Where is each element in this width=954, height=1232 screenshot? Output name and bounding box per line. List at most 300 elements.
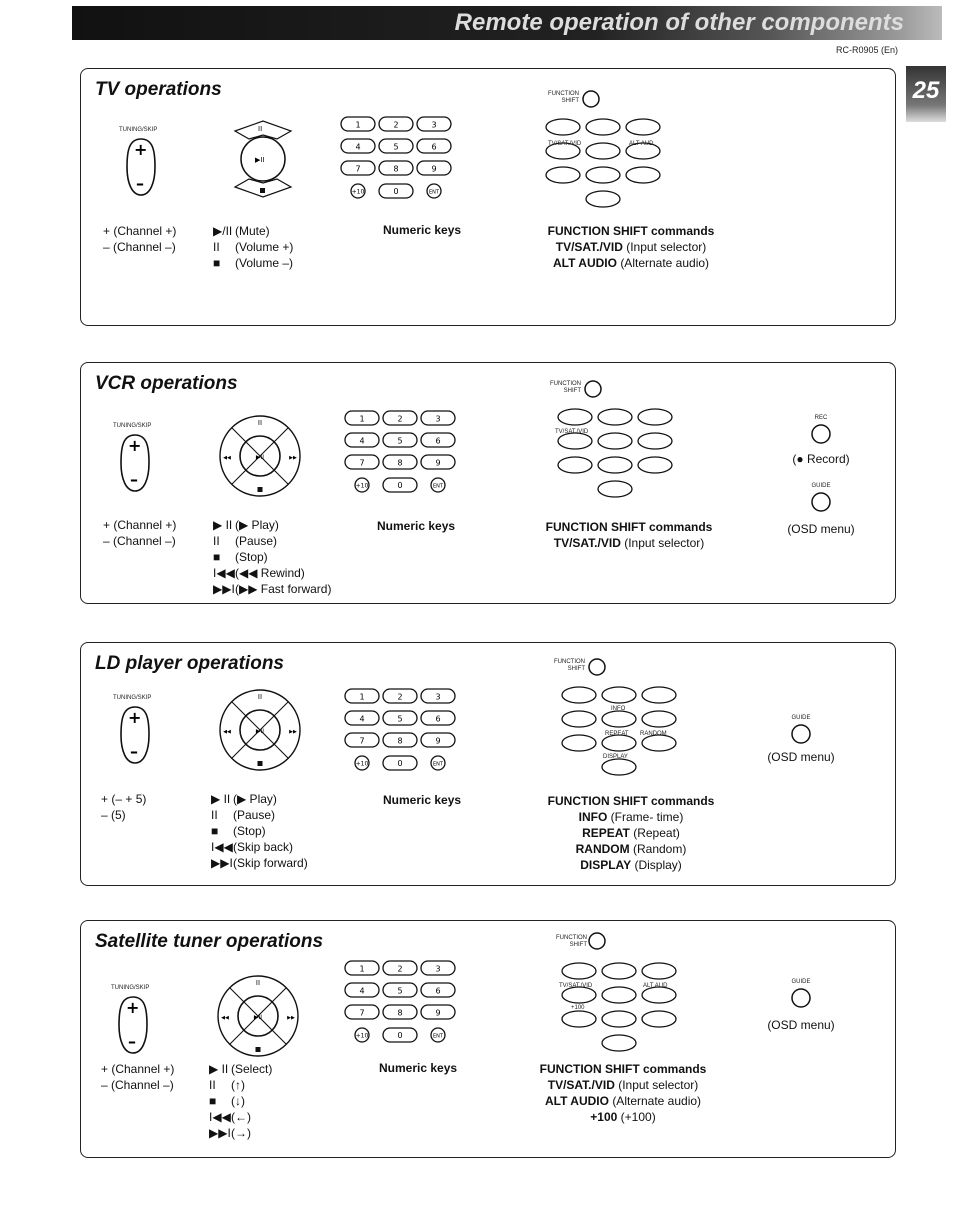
svg-text:6: 6 <box>435 986 441 996</box>
num-key-2[interactable] <box>383 411 417 425</box>
dpad-control[interactable] <box>215 973 301 1059</box>
num-key-5[interactable] <box>383 983 417 997</box>
fs-key: RANDOM <box>575 842 630 856</box>
fs-desc: (+100) <box>620 1110 656 1124</box>
svg-text:+: + <box>134 140 148 159</box>
fs-key: TV/SAT./VID <box>547 1078 615 1092</box>
tuning-minus-desc: – (Channel –) <box>103 240 176 254</box>
num-key-0[interactable] <box>383 1028 417 1042</box>
section-title: TV operations <box>95 79 222 100</box>
fs-key[interactable] <box>602 759 636 775</box>
dpad-symbol: II <box>213 534 220 548</box>
tuning-plus-desc: + (Channel +) <box>101 1062 175 1076</box>
display-key-label: DISPLAY <box>603 754 628 760</box>
num-key-6[interactable] <box>421 433 455 447</box>
svg-text:II: II <box>258 125 263 133</box>
fs-desc: (Random) <box>632 842 687 856</box>
num-key-plus10[interactable] <box>355 756 369 770</box>
num-key-2[interactable] <box>383 961 417 975</box>
svg-text:+: + <box>128 708 142 727</box>
guide-button[interactable] <box>811 491 831 513</box>
fs-key[interactable] <box>546 167 580 183</box>
fs-key[interactable] <box>642 987 676 1003</box>
dpad-center-glyph: ▶II <box>255 728 265 735</box>
section-title: VCR operations <box>95 373 238 394</box>
num-key-4[interactable] <box>341 139 375 153</box>
fs-key[interactable] <box>598 433 632 449</box>
num-key-plus10[interactable] <box>351 184 365 198</box>
num-key-ent[interactable] <box>427 184 441 198</box>
fs-key[interactable] <box>586 191 620 207</box>
dpad-desc-text: (Volume +) <box>235 240 294 254</box>
fs-key: TV/SAT./VID <box>553 536 621 550</box>
dpad-down-glyph <box>256 1047 261 1052</box>
function-shift-button[interactable] <box>587 931 607 951</box>
svg-text:0: 0 <box>397 481 403 490</box>
page-title: Remote operation of other components <box>454 9 904 36</box>
rec-desc: (● Record) <box>792 452 850 466</box>
tuning-skip-label: TUNING/SKIP <box>111 985 150 991</box>
numeric-keypad[interactable] <box>343 409 463 509</box>
num-key-3[interactable] <box>421 411 455 425</box>
tuning-desc <box>101 791 146 823</box>
fs-key[interactable] <box>602 687 636 703</box>
ld-section <box>80 642 896 886</box>
svg-text:5: 5 <box>397 714 403 724</box>
tuning-plus-desc: + (Channel +) <box>103 518 177 532</box>
rec-label: REC <box>814 415 828 421</box>
svg-text:7: 7 <box>359 458 365 468</box>
dpad-down-glyph <box>258 487 263 492</box>
svg-text:4: 4 <box>355 142 361 152</box>
svg-text:6: 6 <box>431 142 437 152</box>
num-key-9[interactable] <box>421 1005 455 1019</box>
guide-desc: (OSD menu) <box>767 1018 835 1032</box>
fs-desc: (Input selector) <box>626 240 707 254</box>
svg-text:1: 1 <box>359 964 365 974</box>
tuning-minus-desc: – (Channel –) <box>101 1078 174 1092</box>
dpad-symbol: I◀◀ <box>213 566 235 580</box>
tvsatvid-key-label: TV/SAT./VID <box>548 141 582 147</box>
svg-text:6: 6 <box>435 714 441 724</box>
svg-text:9: 9 <box>435 1008 441 1018</box>
svg-text:9: 9 <box>431 164 437 174</box>
num-key-ent[interactable] <box>431 478 445 492</box>
svg-text:+: + <box>126 998 140 1017</box>
tuning-minus-desc: – (Channel –) <box>103 534 176 548</box>
fs-key: +100 <box>590 1110 618 1124</box>
svg-text:+10: +10 <box>355 1032 369 1040</box>
svg-text:8: 8 <box>397 1008 403 1018</box>
numeric-keypad[interactable] <box>343 959 463 1059</box>
dpad-up-glyph: II <box>255 979 261 987</box>
dpad-desc-text: (Volume –) <box>235 256 294 270</box>
num-key-5[interactable] <box>383 711 417 725</box>
dpad-symbol: ▶ II <box>209 1062 229 1076</box>
fs-desc: (Display) <box>634 858 682 872</box>
num-key-3[interactable] <box>417 117 451 131</box>
svg-text:0: 0 <box>397 1031 403 1040</box>
num-key-plus10[interactable] <box>355 478 369 492</box>
numeric-keypad[interactable] <box>339 115 459 215</box>
dpad-desc-text: (Pause) <box>235 534 278 548</box>
num-key-7[interactable] <box>345 455 379 469</box>
fs-key[interactable] <box>626 167 660 183</box>
guide-label: GUIDE <box>791 979 811 985</box>
svg-text:ENT: ENT <box>433 483 443 490</box>
guide-label: GUIDE <box>791 715 811 721</box>
dpad-symbol: II <box>213 240 220 254</box>
num-key-4[interactable] <box>345 711 379 725</box>
fs-key[interactable] <box>602 987 636 1003</box>
dpad-center-glyph: ▶II <box>253 1014 263 1021</box>
tuning-desc <box>103 223 176 255</box>
numeric-keys-label: Numeric keys <box>383 223 462 237</box>
dpad-desc-text: (▶ Play) <box>235 518 279 532</box>
fs-key[interactable] <box>638 409 672 425</box>
num-key-7[interactable] <box>341 161 375 175</box>
function-shift-button[interactable] <box>581 89 601 109</box>
num-key-8[interactable] <box>383 1005 417 1019</box>
svg-text:9: 9 <box>435 458 441 468</box>
section-title: Satellite tuner operations <box>95 931 324 952</box>
page-number: 25 <box>906 66 946 122</box>
svg-text:1: 1 <box>359 692 365 702</box>
model-number: RC-R0905 (En) <box>835 45 898 55</box>
svg-text:6: 6 <box>435 436 441 446</box>
svg-text:7: 7 <box>359 736 365 746</box>
dpad-desc <box>209 1061 272 1141</box>
fs-desc: (Repeat) <box>633 826 680 840</box>
num-key-8[interactable] <box>379 161 413 175</box>
dpad-control[interactable] <box>217 413 303 499</box>
num-key-2[interactable] <box>379 117 413 131</box>
vcr-section <box>80 362 896 604</box>
function-shift-label: FUNCTION SHIFT <box>554 659 585 672</box>
fs-desc: (Input selector) <box>624 536 705 550</box>
fs-desc: (Alternate audio) <box>620 256 710 270</box>
fs-key[interactable] <box>638 457 672 473</box>
svg-text:8: 8 <box>397 736 403 746</box>
tuning-skip-button[interactable] <box>119 705 151 767</box>
altaud-key-label: ALT AUD <box>629 141 654 147</box>
tvsatvid-key-label: TV/SAT./VID <box>559 983 593 989</box>
svg-text:0: 0 <box>397 759 403 768</box>
dpad-desc-text: (Stop) <box>233 824 266 838</box>
fs-desc: (Input selector) <box>618 1078 699 1092</box>
svg-text:▶II: ▶II <box>255 156 265 164</box>
dpad-desc-text: (Skip back) <box>233 840 294 854</box>
function-shift-keypad[interactable] <box>555 407 685 503</box>
fs-key[interactable] <box>598 457 632 473</box>
dpad-desc <box>213 223 293 271</box>
header-bar <box>72 6 942 40</box>
num-key-2[interactable] <box>383 689 417 703</box>
fs-key[interactable] <box>602 1011 636 1027</box>
dpad-left-glyph: ◀◀ <box>223 729 231 735</box>
svg-text:3: 3 <box>435 414 441 424</box>
dpad-right-glyph: ▶▶ <box>289 729 297 735</box>
dpad-left-glyph: ◀◀ <box>223 455 231 461</box>
plus100-key-label: +100 <box>571 1005 585 1011</box>
altaud-key-label: ALT AUD <box>643 983 668 989</box>
fs-key[interactable] <box>642 963 676 979</box>
dpad-symbol: ▶ II <box>211 792 231 806</box>
function-shift-keypad[interactable] <box>543 117 673 213</box>
fs-key[interactable] <box>562 987 596 1003</box>
fs-key[interactable] <box>562 711 596 727</box>
tuning-skip-label: TUNING/SKIP <box>113 695 152 701</box>
fs-key[interactable] <box>562 687 596 703</box>
svg-text:1: 1 <box>355 120 361 130</box>
info-key-label: INFO <box>611 706 626 712</box>
svg-text:3: 3 <box>435 692 441 702</box>
tvsatvid-key-label: TV/SAT./VID <box>555 429 589 435</box>
dpad-symbol: ■ <box>213 550 221 564</box>
fs-key[interactable] <box>562 963 596 979</box>
dpad-symbol: ▶▶I <box>211 856 233 870</box>
tuning-minus-desc: – (5) <box>101 808 126 822</box>
dpad-desc-text: (◀◀ Rewind) <box>235 566 305 580</box>
fs-commands-title: FUNCTION SHIFT commands <box>545 520 713 534</box>
svg-text:2: 2 <box>397 414 403 424</box>
dpad-desc-text: (Mute) <box>235 224 270 238</box>
svg-text:4: 4 <box>359 714 365 724</box>
svg-text:–: – <box>130 470 138 489</box>
svg-text:5: 5 <box>393 142 399 152</box>
num-key-1[interactable] <box>345 411 379 425</box>
num-key-6[interactable] <box>421 711 455 725</box>
fs-commands-title: FUNCTION SHIFT commands <box>547 794 715 808</box>
fs-commands-title: FUNCTION SHIFT commands <box>539 1062 707 1076</box>
dpad-symbol: ▶▶I <box>209 1126 231 1140</box>
dpad-symbol: I◀◀ <box>211 840 233 854</box>
dpad-desc-text: (↑) <box>231 1078 245 1092</box>
tuning-plus-desc: + (– + 5) <box>101 792 147 806</box>
function-shift-desc <box>493 1061 753 1125</box>
svg-text:3: 3 <box>431 120 437 130</box>
svg-text:2: 2 <box>397 692 403 702</box>
tuning-skip-label: TUNING/SKIP <box>113 423 152 429</box>
fs-key: TV/SAT./VID <box>555 240 623 254</box>
section-title: LD player operations <box>95 653 284 674</box>
dpad-desc-text: (→) <box>231 1126 251 1140</box>
num-key-0[interactable] <box>383 478 417 492</box>
dpad-control[interactable] <box>217 687 303 773</box>
num-key-plus10[interactable] <box>355 1028 369 1042</box>
svg-text:4: 4 <box>359 986 365 996</box>
dpad-desc-text: (Select) <box>231 1062 273 1076</box>
num-key-9[interactable] <box>421 455 455 469</box>
svg-text:–: – <box>128 1032 136 1051</box>
fs-key[interactable] <box>586 119 620 135</box>
num-key-5[interactable] <box>379 139 413 153</box>
fs-key[interactable] <box>602 963 636 979</box>
fs-key[interactable] <box>558 457 592 473</box>
num-key-4[interactable] <box>345 433 379 447</box>
tuning-skip-button[interactable] <box>125 137 157 199</box>
svg-text:8: 8 <box>397 458 403 468</box>
num-key-1[interactable] <box>345 961 379 975</box>
fs-key[interactable] <box>642 1011 676 1027</box>
guide-button[interactable] <box>791 723 811 745</box>
fs-key: ALT AUDIO <box>552 256 617 270</box>
svg-text:–: – <box>130 742 138 761</box>
svg-text:+10: +10 <box>355 482 369 490</box>
svg-text:ENT: ENT <box>433 761 443 768</box>
dpad-symbol: II <box>211 808 218 822</box>
dpad-right-glyph: ▶▶ <box>287 1015 295 1021</box>
fs-key[interactable] <box>558 433 592 449</box>
dpad-symbol: ■ <box>211 824 219 838</box>
dpad-control[interactable] <box>221 117 305 201</box>
dpad-center-glyph: ▶II <box>255 454 265 461</box>
dpad-up-glyph: II <box>257 693 263 701</box>
num-key-6[interactable] <box>417 139 451 153</box>
guide-desc: (OSD menu) <box>787 522 855 536</box>
num-key-8[interactable] <box>383 733 417 747</box>
svg-text:ENT: ENT <box>433 1033 443 1040</box>
tuning-desc <box>101 1061 174 1093</box>
rec-button[interactable] <box>811 423 831 445</box>
numeric-keys-label: Numeric keys <box>379 1061 458 1075</box>
function-shift-label: FUNCTION SHIFT <box>550 381 581 394</box>
dpad-desc-text: (Skip forward) <box>233 856 308 870</box>
dpad-symbol: ■ <box>209 1094 217 1108</box>
random-key-label: RANDOM <box>640 731 667 737</box>
fs-key: ALT AUDIO <box>544 1094 609 1108</box>
satellite-section <box>80 920 896 1158</box>
fs-key[interactable] <box>598 481 632 497</box>
fs-key: REPEAT <box>582 826 630 840</box>
function-shift-label: FUNCTION SHIFT <box>556 935 587 948</box>
svg-text:0: 0 <box>393 187 399 196</box>
svg-text:2: 2 <box>397 964 403 974</box>
svg-text:2: 2 <box>393 120 399 130</box>
dpad-up-glyph: II <box>257 419 263 427</box>
num-key-1[interactable] <box>345 689 379 703</box>
function-shift-desc <box>499 519 759 551</box>
tuning-skip-label: TUNING/SKIP <box>119 127 158 133</box>
fs-commands-title: FUNCTION SHIFT commands <box>547 224 715 238</box>
svg-text:1: 1 <box>359 414 365 424</box>
dpad-symbol: ▶ II <box>213 518 233 532</box>
dpad-left-glyph: ◀◀ <box>221 1015 229 1021</box>
svg-text:+: + <box>128 436 142 455</box>
fs-key: DISPLAY <box>580 858 632 872</box>
dpad-desc-text: (Stop) <box>235 550 268 564</box>
num-key-4[interactable] <box>345 983 379 997</box>
num-key-9[interactable] <box>417 161 451 175</box>
fs-key[interactable] <box>642 687 676 703</box>
svg-text:4: 4 <box>359 436 365 446</box>
svg-text:8: 8 <box>393 164 399 174</box>
svg-text:+10: +10 <box>351 188 365 196</box>
guide-button[interactable] <box>791 987 811 1009</box>
num-key-6[interactable] <box>421 983 455 997</box>
dpad-symbol: ▶▶I <box>213 582 235 596</box>
dpad-desc <box>211 791 308 871</box>
function-shift-button[interactable] <box>587 657 607 677</box>
repeat-key-label: REPEAT <box>605 731 629 737</box>
fs-key[interactable] <box>586 143 620 159</box>
svg-text:ENT: ENT <box>429 189 439 196</box>
dpad-symbol: ■ <box>213 256 221 270</box>
num-key-7[interactable] <box>345 733 379 747</box>
tuning-plus-desc: + (Channel +) <box>103 224 177 238</box>
num-key-7[interactable] <box>345 1005 379 1019</box>
function-shift-desc <box>501 223 761 271</box>
dpad-down-glyph <box>258 761 263 766</box>
tuning-desc <box>103 517 176 549</box>
num-key-3[interactable] <box>421 689 455 703</box>
svg-text:9: 9 <box>435 736 441 746</box>
num-key-0[interactable] <box>383 756 417 770</box>
num-key-ent[interactable] <box>431 756 445 770</box>
num-key-8[interactable] <box>383 455 417 469</box>
num-key-5[interactable] <box>383 433 417 447</box>
num-key-0[interactable] <box>379 184 413 198</box>
fs-key: INFO <box>578 810 608 824</box>
dpad-desc-text: (▶▶ Fast forward) <box>235 582 332 596</box>
fs-key[interactable] <box>598 409 632 425</box>
num-key-9[interactable] <box>421 733 455 747</box>
guide-desc: (OSD menu) <box>767 750 835 764</box>
fs-key[interactable] <box>546 119 580 135</box>
dpad-desc-text: (↓) <box>231 1094 245 1108</box>
dpad-right-glyph: ▶▶ <box>289 455 297 461</box>
fs-key[interactable] <box>642 711 676 727</box>
dpad-desc-text: (←) <box>231 1110 251 1124</box>
fs-key[interactable] <box>626 119 660 135</box>
function-shift-desc <box>501 793 761 873</box>
tv-section <box>80 68 896 326</box>
fs-key[interactable] <box>602 1035 636 1051</box>
fs-key[interactable] <box>562 1011 596 1027</box>
fs-key[interactable] <box>586 167 620 183</box>
svg-text:5: 5 <box>397 436 403 446</box>
tuning-skip-button[interactable] <box>117 995 149 1057</box>
numeric-keys-label: Numeric keys <box>383 793 462 807</box>
svg-text:7: 7 <box>359 1008 365 1018</box>
svg-text:3: 3 <box>435 964 441 974</box>
function-shift-label: FUNCTION SHIFT <box>548 91 579 104</box>
dpad-desc-text: (Pause) <box>233 808 276 822</box>
dpad-symbol: II <box>209 1078 216 1092</box>
dpad-desc-text: (▶ Play) <box>233 792 277 806</box>
dpad-symbol: ▶/II <box>213 224 233 238</box>
svg-text:7: 7 <box>355 164 361 174</box>
fs-key[interactable] <box>562 735 596 751</box>
fs-key[interactable] <box>602 735 636 751</box>
fs-key[interactable] <box>558 409 592 425</box>
fs-desc: (Alternate audio) <box>612 1094 702 1108</box>
num-key-1[interactable] <box>341 117 375 131</box>
tuning-skip-button[interactable] <box>119 433 151 495</box>
num-key-3[interactable] <box>421 961 455 975</box>
guide-label: GUIDE <box>811 483 831 489</box>
fs-key[interactable] <box>638 433 672 449</box>
numeric-keys-label: Numeric keys <box>377 519 456 533</box>
svg-text:+10: +10 <box>355 760 369 768</box>
num-key-ent[interactable] <box>431 1028 445 1042</box>
svg-text:5: 5 <box>397 986 403 996</box>
numeric-keypad[interactable] <box>343 687 463 787</box>
fs-key[interactable] <box>602 711 636 727</box>
function-shift-button[interactable] <box>583 379 603 399</box>
fs-key[interactable] <box>642 735 676 751</box>
svg-text:–: – <box>136 174 144 193</box>
